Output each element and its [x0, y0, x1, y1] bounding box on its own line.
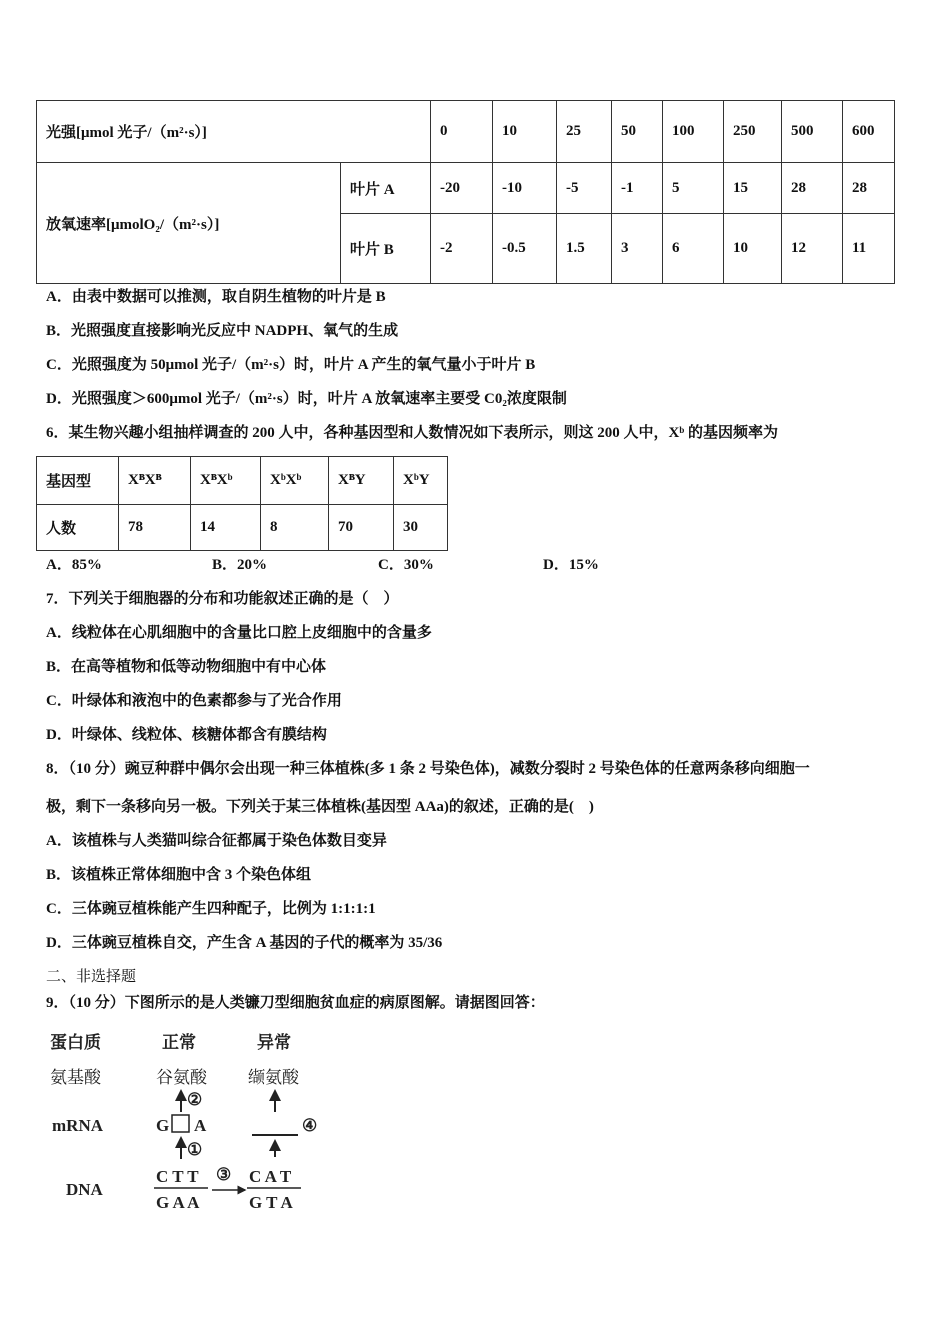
- q8-option-d: D．三体豌豆植株自交，产生含 A 基因的子代的概率为 35/36: [46, 935, 443, 951]
- q5-option-b: B．光照强度直接影响光反应中 NADPH、氧气的生成: [46, 323, 399, 339]
- light-value: 0: [431, 101, 493, 163]
- q7-stem: 7．下列关于细胞器的分布和功能叙述正确的是（ ）: [46, 591, 399, 607]
- q9-stem: 9．（10 分）下图所示的是人类镰刀型细胞贫血症的病原图解。请据图回答：: [46, 995, 545, 1011]
- label-dna: DNA: [66, 1180, 103, 1199]
- q5-option-a: A．由表中数据可以推测，取自阴生植物的叶片是 B: [46, 289, 386, 305]
- q8-option-b: B．该植株正常体细胞中含 3 个染色体组: [46, 867, 312, 883]
- count: 8: [261, 505, 329, 551]
- leaf-a-value: 28: [782, 163, 843, 214]
- dna-abnormal-bottom: G T A: [249, 1193, 293, 1212]
- label-glu: 谷氨酸: [156, 1068, 207, 1087]
- count-header: 人数: [37, 505, 119, 551]
- q6-option-d: D．15%: [543, 557, 599, 573]
- light-value: 100: [663, 101, 724, 163]
- light-value: 600: [843, 101, 895, 163]
- q8-stem-line1: 8．（10 分）豌豆种群中偶尔会出现一种三体植株(多 1 条 2 号染色体)，减数分裂时 2 号染色体的任意两条移向细胞一: [46, 761, 810, 777]
- q7-option-c: C．叶绿体和液泡中的色素都参与了光合作用: [46, 693, 342, 709]
- q7-option-b: B．在高等植物和低等动物细胞中有中心体: [46, 659, 327, 675]
- blank-box: [172, 1115, 189, 1132]
- genotype: XᵇY: [394, 457, 448, 505]
- genotype: XᴮY: [329, 457, 394, 505]
- sickle-cell-diagram: [40, 1025, 340, 1220]
- leaf-b-value: 12: [782, 214, 843, 284]
- leaf-a-value: -1: [612, 163, 663, 214]
- leaf-b-value: 3: [612, 214, 663, 284]
- q5-option-c: C．光照强度为 50μmol 光子/（m²·s）时，叶片 A 产生的氧气量小于叶片 B: [46, 357, 536, 373]
- leaf-a-label: 叶片 A: [341, 163, 431, 214]
- leaf-a-value: 15: [724, 163, 782, 214]
- q6-stem: 6．某生物兴趣小组抽样调查的 200 人中，各种基因型和人数情况如下表所示，则这 200 人中，Xᵇ 的基因频率为: [46, 425, 778, 441]
- label-val: 缬氨酸: [248, 1068, 299, 1087]
- rate-header: 放氧速率[μmolO₂/（m²·s）]: [37, 163, 341, 284]
- leaf-b-value: -0.5: [493, 214, 557, 284]
- light-value: 500: [782, 101, 843, 163]
- light-value: 10: [493, 101, 557, 163]
- light-header: 光强[μmol 光子/（m²·s）]: [37, 101, 431, 163]
- light-oxygen-table: [36, 100, 895, 284]
- q8-stem-line2: 极，剩下一条移向另一极。下列关于某三体植株(基因型 AAa)的叙述，正确的是( ): [46, 799, 594, 815]
- leaf-a-value: -10: [493, 163, 557, 214]
- step-4: ④: [302, 1116, 318, 1135]
- count: 14: [191, 505, 261, 551]
- label-amino-acid: 氨基酸: [50, 1068, 101, 1087]
- genotype-table: [36, 456, 448, 551]
- genotype: XᴮXᵇ: [191, 457, 261, 505]
- count: 30: [394, 505, 448, 551]
- label-normal: 正常: [162, 1033, 196, 1052]
- step-1: ①: [187, 1140, 203, 1159]
- dna-abnormal-top: C A T: [249, 1167, 292, 1186]
- count: 70: [329, 505, 394, 551]
- label-protein: 蛋白质: [50, 1033, 101, 1052]
- light-value: 250: [724, 101, 782, 163]
- q8-option-a: A．该植株与人类猫叫综合征都属于染色体数目变异: [46, 833, 387, 849]
- q7-option-a: A．线粒体在心肌细胞中的含量比口腔上皮细胞中的含量多: [46, 625, 432, 641]
- q6-option-c: C．30%: [378, 557, 434, 573]
- genotype: XᵇXᵇ: [261, 457, 329, 505]
- leaf-b-value: 6: [663, 214, 724, 284]
- label-abnormal: 异常: [257, 1033, 291, 1052]
- genotype-header: 基因型: [37, 457, 119, 505]
- mrna-left-base: G: [156, 1116, 170, 1135]
- leaf-b-label: 叶片 B: [341, 214, 431, 284]
- count: 78: [119, 505, 191, 551]
- leaf-b-value: -2: [431, 214, 493, 284]
- section-heading: 二、非选择题: [46, 969, 137, 985]
- leaf-a-value: 5: [663, 163, 724, 214]
- q6-option-a: A．85%: [46, 557, 102, 573]
- q6-option-b: B．20%: [212, 557, 268, 573]
- q5-option-d: D．光照强度＞600μmol 光子/（m²·s）时，叶片 A 放氧速率主要受 C0₂浓度限制: [46, 391, 567, 407]
- step-2: ②: [187, 1090, 203, 1109]
- leaf-b-value: 10: [724, 214, 782, 284]
- step-3: ③: [216, 1165, 232, 1184]
- leaf-a-value: -5: [557, 163, 612, 214]
- leaf-a-value: -20: [431, 163, 493, 214]
- dna-normal-bottom: G A A: [156, 1193, 200, 1212]
- dna-normal-top: C T T: [156, 1167, 199, 1186]
- q7-option-d: D．叶绿体、线粒体、核糖体都含有膜结构: [46, 727, 327, 743]
- leaf-b-value: 11: [843, 214, 895, 284]
- mrna-right-base: A: [194, 1116, 207, 1135]
- q8-option-c: C．三体豌豆植株能产生四种配子，比例为 1:1:1:1: [46, 901, 376, 917]
- leaf-a-value: 28: [843, 163, 895, 214]
- light-value: 25: [557, 101, 612, 163]
- label-mrna: mRNA: [52, 1116, 103, 1135]
- light-value: 50: [612, 101, 663, 163]
- leaf-b-value: 1.5: [557, 214, 612, 284]
- genotype: XᴮXᴮ: [119, 457, 191, 505]
